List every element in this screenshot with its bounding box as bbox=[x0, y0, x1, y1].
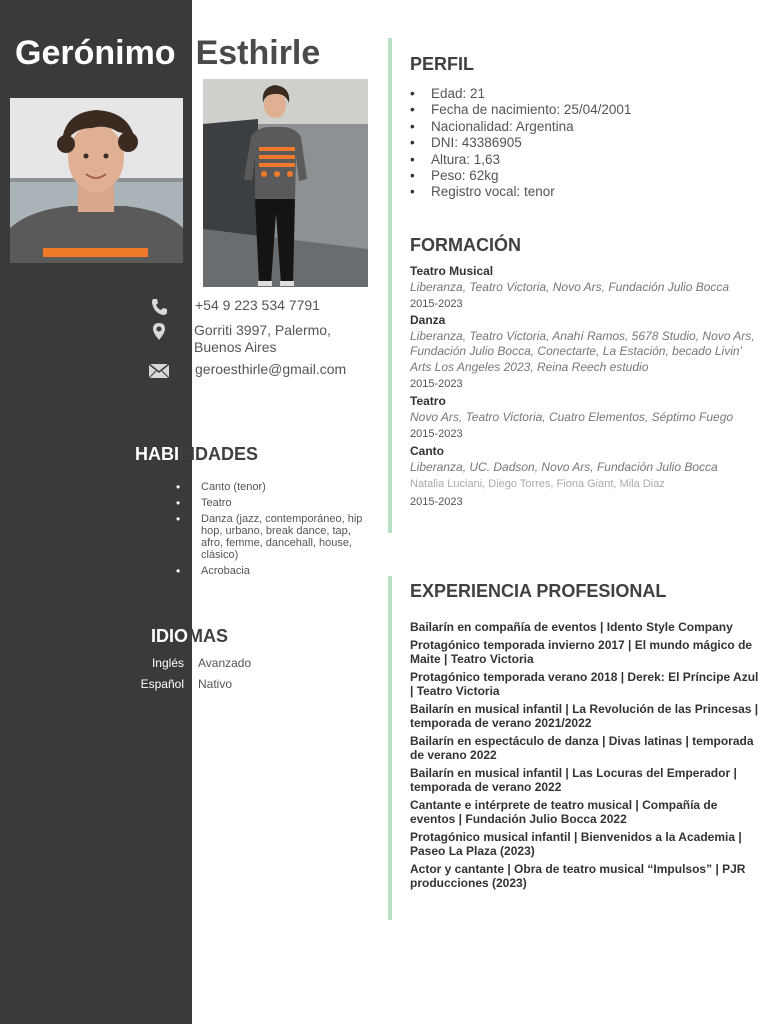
profile-item: • Fecha de nacimiento: 25/04/2001 bbox=[410, 102, 631, 118]
address-line-2: Buenos Aires bbox=[194, 339, 277, 355]
skill-item: • Acrobacia bbox=[180, 565, 375, 577]
skills-heading: HABILIDADES bbox=[135, 444, 259, 464]
experience-heading: EXPERIENCIA PROFESIONAL bbox=[410, 581, 667, 601]
first-name: Gerónimo bbox=[15, 34, 176, 72]
language-row bbox=[0, 677, 233, 693]
language-name: Inglés bbox=[151, 656, 184, 670]
profile-item: • Altura: 1,63 bbox=[410, 152, 631, 168]
experience-item: Bailarín en musical infantil | Las Locuras del Emperador | temporada de verano 2022 bbox=[410, 765, 737, 794]
experience-list bbox=[410, 620, 760, 894]
envelope-icon bbox=[148, 361, 170, 381]
experience-item: Protagónico temporada verano 2018 | Derek: El Príncipe Azul | Teatro Victoria bbox=[410, 669, 759, 698]
skill-item: • Canto (tenor) bbox=[180, 481, 375, 493]
education-title: Teatro Musical bbox=[410, 264, 494, 278]
portrait-photo bbox=[10, 98, 183, 263]
skills-list bbox=[180, 481, 375, 581]
education-heading: FORMACIÓN bbox=[410, 235, 521, 255]
education-item bbox=[410, 264, 765, 313]
education-title: Canto bbox=[410, 444, 444, 458]
education-institutions: Liberanza, UC. Dadson, Novo Ars, Fundación Julio Bocca bbox=[410, 459, 718, 474]
languages-heading: IDIOMAS bbox=[151, 626, 229, 646]
language-level: Avanzado bbox=[198, 656, 252, 670]
profile-item: • Nacionalidad: Argentina bbox=[410, 119, 631, 135]
profile-item: • Registro vocal: tenor bbox=[410, 184, 631, 200]
phone-icon bbox=[148, 297, 170, 317]
experience-item: Protagónico temporada invierno 2017 | El mundo mágico de Maite | Teatro Victoria bbox=[410, 637, 753, 666]
language-row bbox=[0, 656, 252, 672]
section-divider-line bbox=[388, 38, 392, 533]
education-item bbox=[410, 313, 755, 393]
candidate-name bbox=[15, 36, 320, 70]
section-divider-line bbox=[388, 576, 392, 920]
skill-item: • Teatro bbox=[180, 497, 375, 509]
experience-item: Bailarín en espectáculo de danza | Divas latinas | temporada de verano 2022 bbox=[410, 733, 754, 762]
profile-item: • Edad: 21 bbox=[410, 86, 631, 102]
education-title: Teatro bbox=[410, 394, 446, 408]
profile-item: • Peso: 62kg bbox=[410, 168, 631, 184]
profile-list bbox=[410, 86, 631, 201]
education-years: 2015-2023 bbox=[410, 378, 463, 390]
last-name: Esthirle bbox=[195, 34, 321, 72]
experience-item: Bailarín en musical infantil | La Revolución de las Princesas | temporada de verano 2021/2022 bbox=[410, 701, 759, 730]
language-level: Nativo bbox=[198, 677, 233, 691]
phone-number: +54 9 223 534 7791 bbox=[195, 297, 320, 313]
map-pin-icon bbox=[148, 322, 170, 342]
language-name: Español bbox=[140, 677, 184, 691]
education-years: 2015-2023 bbox=[410, 428, 463, 440]
full-body-photo bbox=[203, 79, 368, 287]
skill-item: • Danza (jazz, contemporáneo, hip hop, urbano, break dance, tap, afro, femme, dancehall, house, clásico) bbox=[180, 513, 375, 561]
education-years: 2015-2023 bbox=[410, 495, 463, 508]
education-title: Danza bbox=[410, 313, 446, 327]
education-teachers: Natalia Luciani, Diego Torres, Fiona Giant, Mila Diaz bbox=[410, 478, 665, 490]
education-years: 2015-2023 bbox=[410, 298, 463, 310]
education-item bbox=[410, 394, 765, 443]
address-line-1: Gorriti 3997, Palermo, bbox=[194, 322, 331, 338]
education-institutions: Liberanza, Teatro Victoria, Novo Ars, Fundación Julio Bocca bbox=[410, 279, 730, 294]
education-institutions: Liberanza, Teatro Victoria, Anahí Ramos, 5678 Studio, Novo Ars, Fundación Julio Bocca, Conectarte, La Estación, becado Livin' Arts Los Angeles 2023, Reina Reech estudio bbox=[410, 328, 755, 374]
email-address: geroesthirle@gmail.com bbox=[195, 361, 347, 377]
education-institutions: Novo Ars, Teatro Victoria, Cuatro Elementos, Séptimo Fuego bbox=[410, 409, 734, 424]
experience-item: Cantante e intérprete de teatro musical | Compañía de eventos | Fundación Julio Bocca 2022 bbox=[410, 797, 718, 826]
experience-item: Bailarín en compañía de eventos | Idento Style Company bbox=[410, 620, 733, 634]
education-item bbox=[410, 444, 765, 510]
experience-item: Actor y cantante | Obra de teatro musical “Impulsos” | PJR producciones (2023) bbox=[410, 861, 746, 890]
experience-item: Protagónico musical infantil | Bienvenidos a la Academia | Paseo La Plaza (2023) bbox=[410, 829, 742, 858]
profile-heading: PERFIL bbox=[410, 54, 475, 74]
profile-item: • DNI: 43386905 bbox=[410, 135, 631, 151]
